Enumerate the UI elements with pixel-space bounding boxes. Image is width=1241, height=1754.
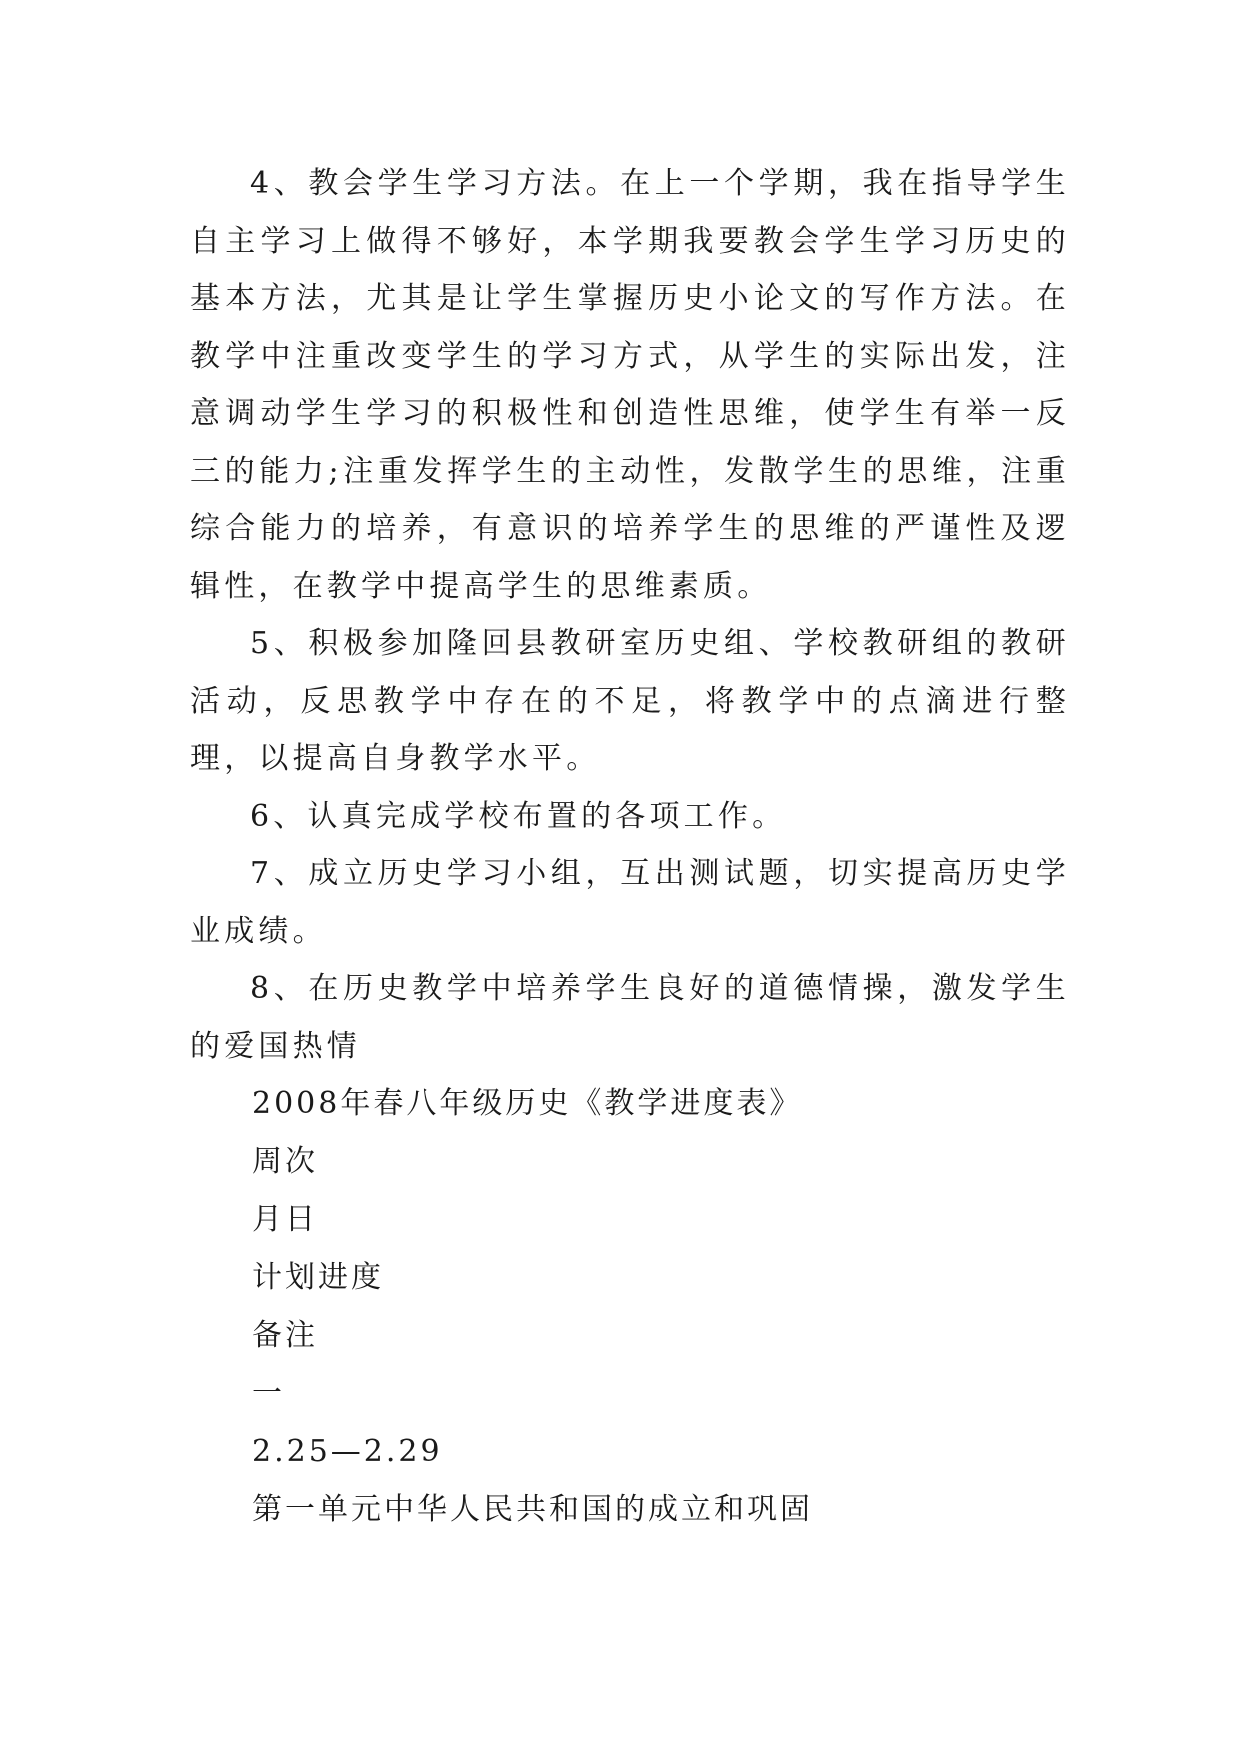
paragraph-item-5: 5、积极参加隆回县教研室历史组、学校教研组的教研活动，反思教学中存在的不足，将教学中的点滴进行整理，以提高自身教学水平。 — [190, 626, 1070, 776]
table-cell-dates: 2.25—2.29 — [252, 1434, 443, 1469]
paragraph-item-7: 7、成立历史学习小组，互出测试题，切实提高历史学业成绩。 — [190, 856, 1070, 949]
table-header-notes: 备注 — [252, 1318, 318, 1353]
table-header-date: 月日 — [252, 1202, 318, 1237]
schedule-title: 2008年春八年级历史《教学进度表》 — [252, 1086, 803, 1121]
paragraph-item-6: 6、认真完成学校布置的各项工作。 — [250, 798, 787, 834]
document-body — [190, 155, 1070, 1539]
table-cell-plan: 第一单元中华人民共和国的成立和巩固 — [252, 1492, 813, 1527]
table-cell-week: 一 — [252, 1376, 285, 1411]
paragraph-item-8: 8、在历史教学中培养学生良好的道德情操，激发学生的爱国热情 — [190, 971, 1070, 1064]
paragraph-item-4: 4、教会学生学习方法。在上一个学期，我在指导学生自主学习上做得不够好，本学期我要教会学生学习历史的基本方法，尤其是让学生掌握历史小论文的写作方法。在教学中注重改变学生的学习方式，从学生的实际出发，注意调动学生学习的积极性和创造性思维，使学生有举一反三的能力;注重发挥学生的主动性，发散学生的思维，注重综合能力的培养，有意识的培养学生的思维的严谨性及逻辑性，在教学中提高学生的思维素质。 — [190, 166, 1070, 604]
table-header-plan: 计划进度 — [252, 1260, 384, 1295]
table-header-week: 周次 — [252, 1144, 318, 1179]
